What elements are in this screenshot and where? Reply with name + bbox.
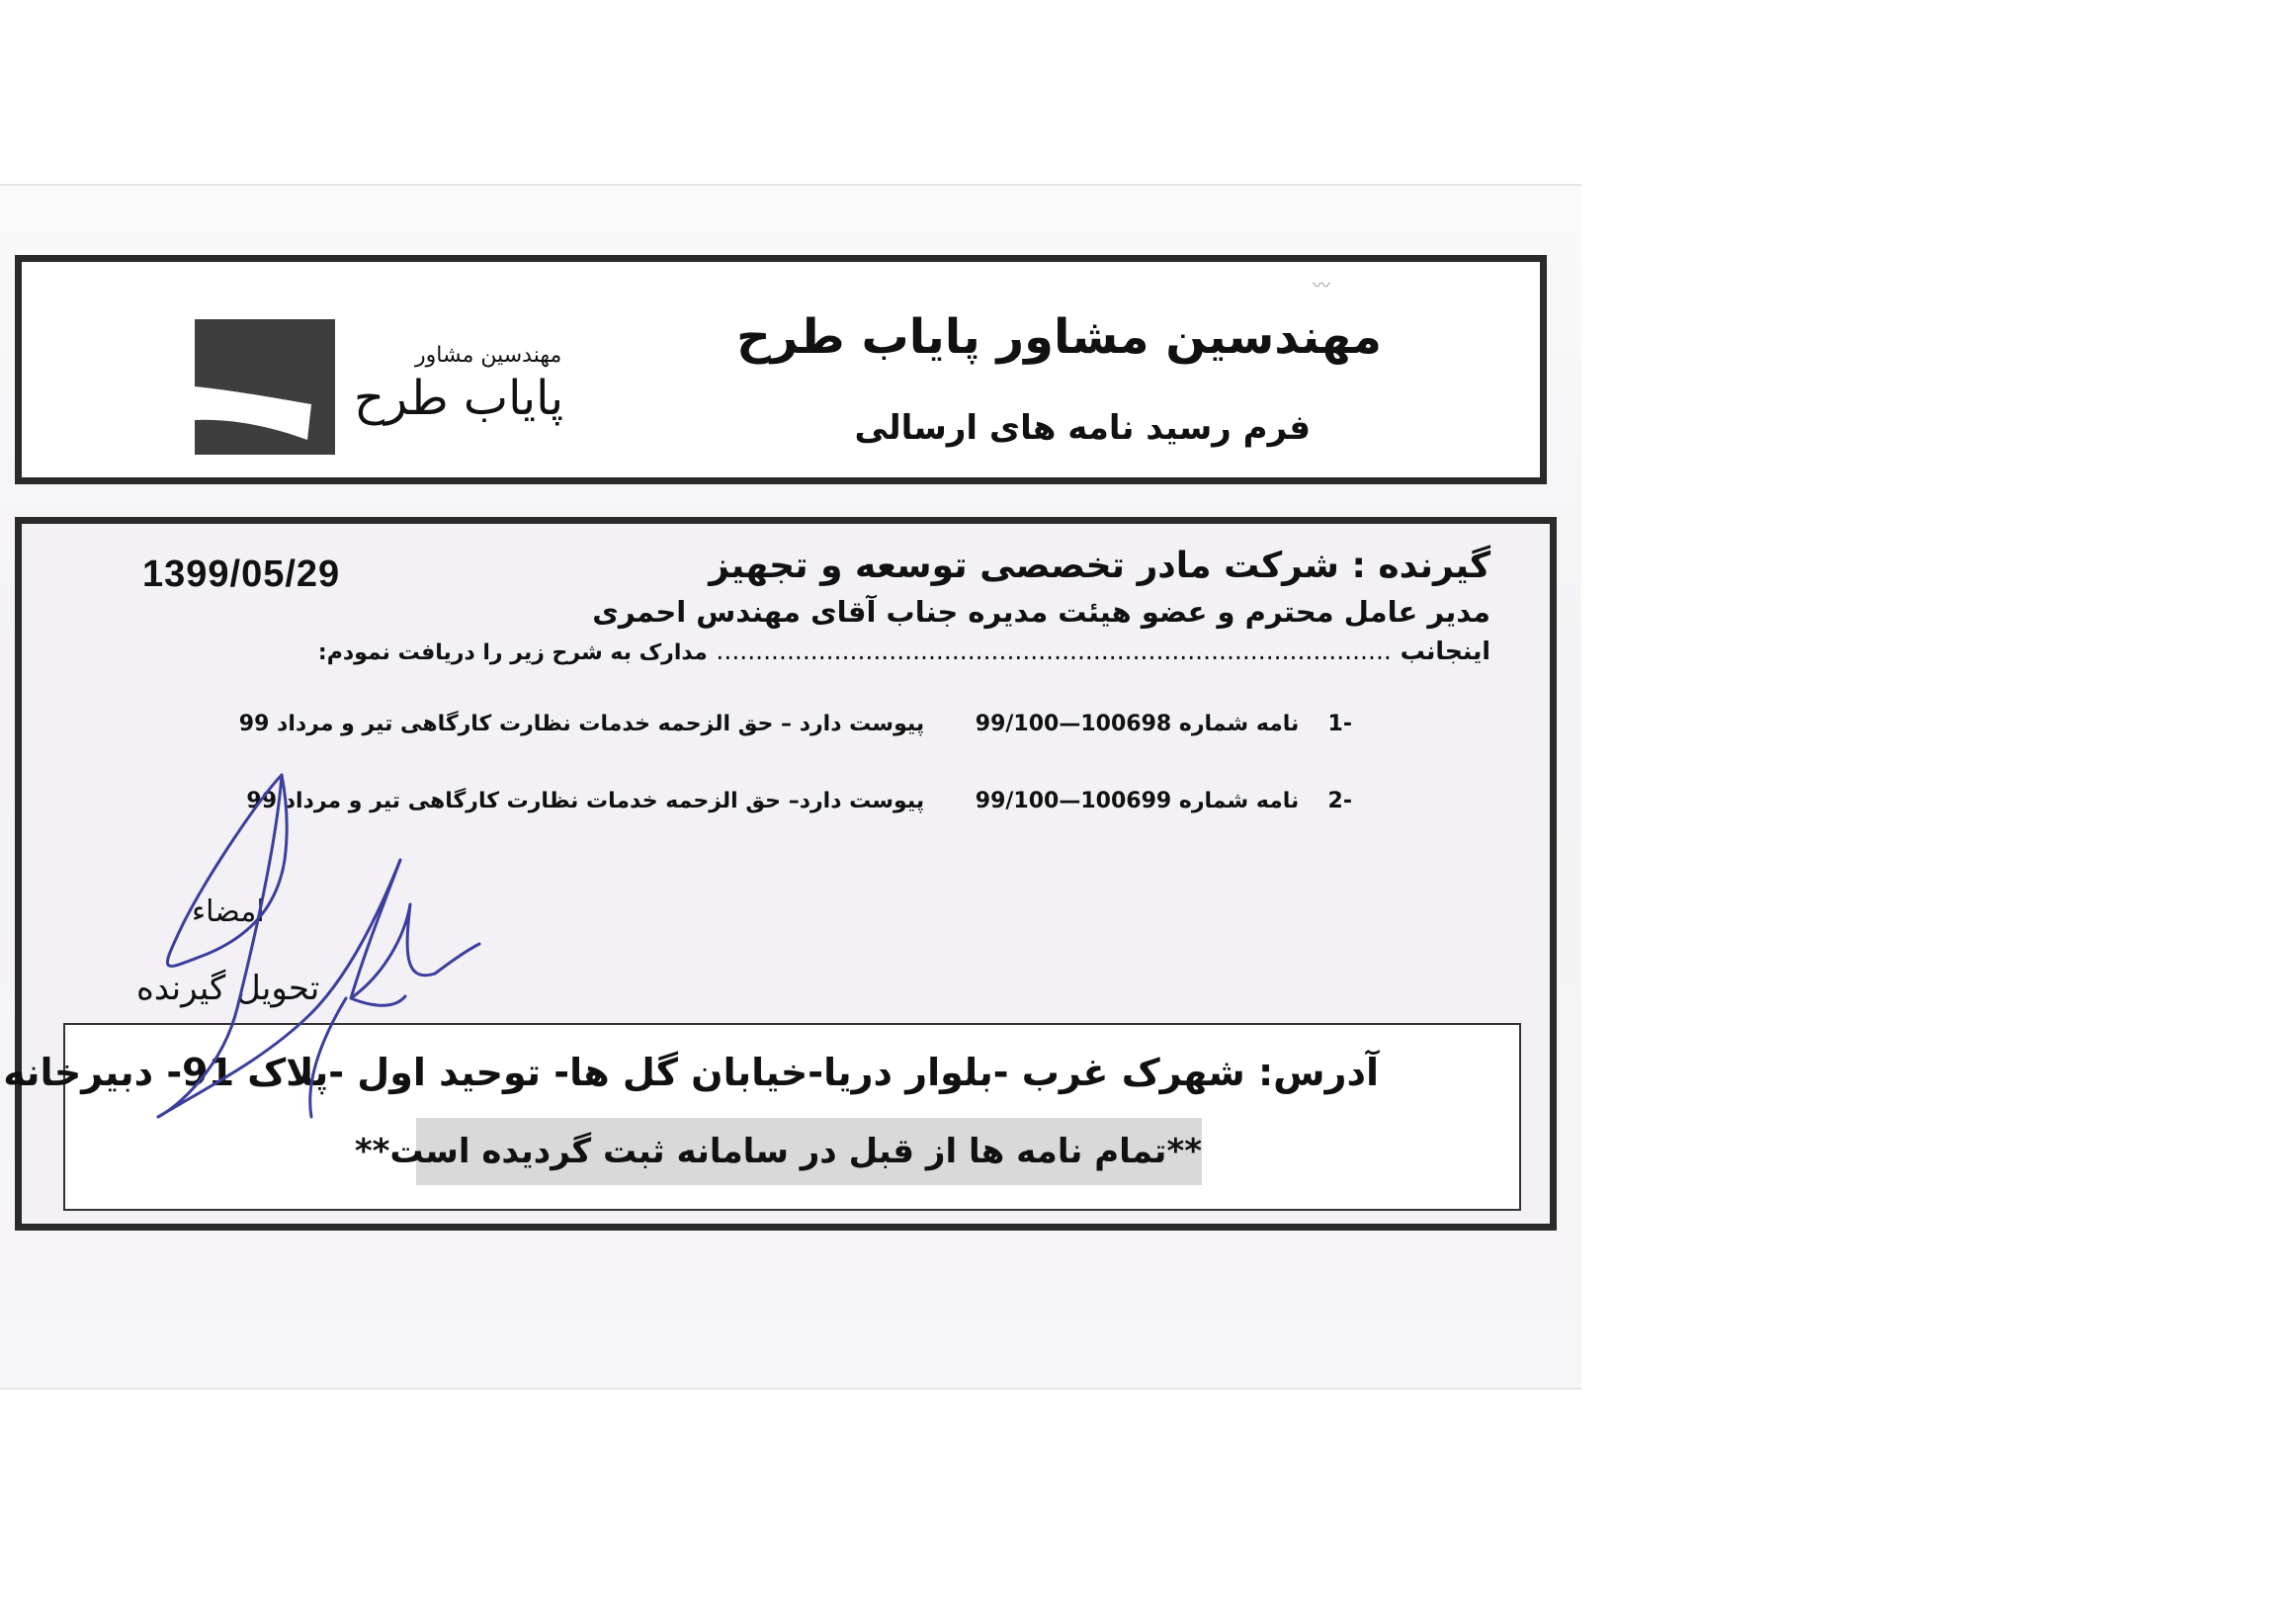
registration-notice: **تمام نامه ها از قبل در سامانه ثبت گردیده است** — [416, 1118, 1202, 1185]
letter-item — [239, 712, 1352, 736]
letter-description: پیوست دارد – حق الزحمه خدمات نظارت کارگاهی تیر و مرداد 99 — [238, 712, 925, 736]
company-logo-icon — [195, 319, 335, 455]
signature-label: امضاء — [192, 895, 265, 929]
scan-edge-bottom — [0, 1388, 1581, 1390]
intro-prefix: اینجانب — [1400, 637, 1490, 665]
letter-description: پیوست دارد– حق الزحمه خدمات نظارت کارگاهی تیر و مرداد 99 — [246, 789, 925, 813]
recipient-line: گیرنده : شرکت مادر تخصصی توسعه و تجهیز — [709, 546, 1490, 586]
manager-line: مدیر عامل محترم و عضو هیئت مدیره جناب آقای مهندس احمری — [592, 595, 1490, 629]
form-title: فرم رسید نامه های ارسالی — [854, 408, 1311, 448]
pencil-mark: 〰 — [1313, 276, 1330, 297]
intro-dots: ...................................................................................... — [716, 637, 1392, 665]
delivery-label: تحویل گیرنده — [136, 969, 320, 1008]
intro-line — [318, 637, 1490, 665]
logo-stripe-icon — [195, 319, 335, 455]
logo-name: پایاب طرح — [354, 371, 564, 426]
letter-number: -2 — [1327, 789, 1352, 813]
letterhead-box — [15, 255, 1547, 484]
letter-label: نامه شماره 100699—99/100 — [975, 789, 1300, 813]
letter-label: نامه شماره 100698—99/100 — [975, 712, 1300, 736]
company-title: مهندسین مشاور پایاب طرح — [736, 309, 1382, 365]
scan-edge-top — [0, 184, 1581, 186]
letter-number: -1 — [1327, 712, 1352, 736]
address-line: آدرس: شهرک غرب -بلوار دریا-خیابان گل ها- توحید اول -پلاک 91- دبیرخانه — [3, 1051, 1379, 1094]
receipt-date: 1399/05/29 — [142, 554, 341, 595]
handwritten-signature — [138, 761, 494, 1137]
intro-suffix: مدارک به شرح زیر را دریافت نمودم: — [317, 640, 708, 665]
logo-subtitle: مهندسین مشاور — [415, 343, 562, 368]
